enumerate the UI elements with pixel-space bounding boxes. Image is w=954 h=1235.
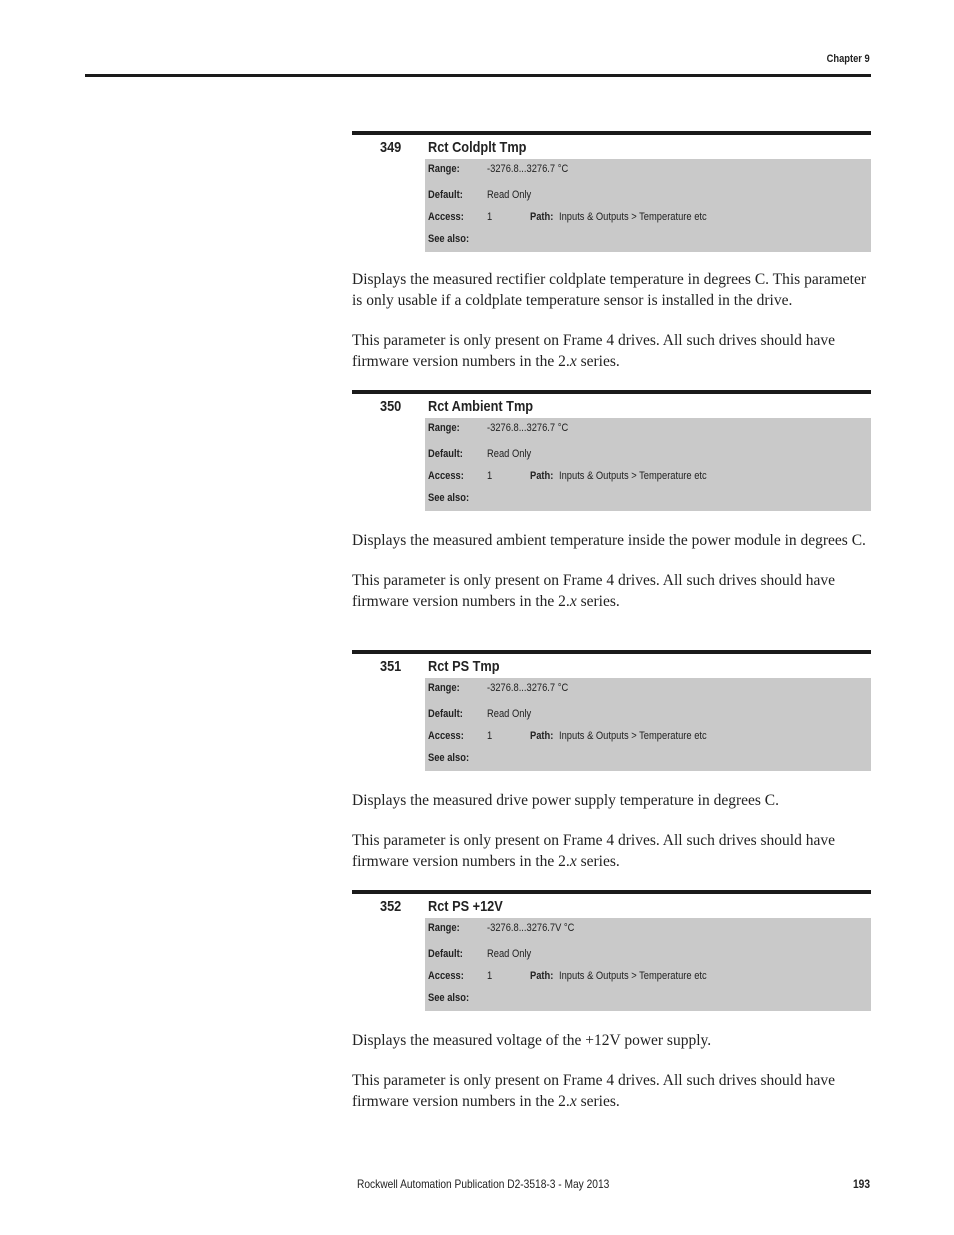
- description-paragraph: Displays the measured drive power supply temperature in degrees C.: [352, 792, 779, 809]
- description-paragraph: Displays the measured voltage of the +12V power supply.: [352, 1032, 712, 1049]
- see-also-label: See also:: [428, 752, 470, 764]
- range-label: Range:: [428, 682, 460, 694]
- range-value: -3276.8...3276.7 °C: [487, 682, 569, 694]
- path-value: Inputs & Outputs > Temperature etc: [559, 730, 707, 742]
- param-heading: [352, 894, 871, 918]
- frame-note-paragraph: This parameter is only present on Frame 4 drives. All such drives should have firmware version numbers in the 2.x series.: [352, 572, 835, 610]
- parameter-block-349: [352, 131, 871, 252]
- access-value: 1: [487, 970, 493, 982]
- param-heading: [352, 654, 871, 678]
- parameter-block-351: [352, 650, 871, 771]
- path-label: Path:: [530, 211, 554, 223]
- range-value: -3276.8...3276.7 °C: [487, 422, 569, 434]
- param-heading: [352, 394, 871, 418]
- param-description-352: [352, 1030, 877, 1112]
- path-label: Path:: [530, 470, 554, 482]
- range-label: Range:: [428, 422, 460, 434]
- path-value: Inputs & Outputs > Temperature etc: [559, 970, 707, 982]
- param-name: Rct PS +12V: [428, 898, 503, 915]
- publication-footer: Rockwell Automation Publication D2-3518-3 - May 2013: [357, 1177, 610, 1191]
- description-paragraph: Displays the measured rectifier coldplate temperature in degrees C. This parameter is only usable if a coldplate temperature sensor is installed in the drive.: [352, 271, 867, 309]
- access-label: Access:: [428, 211, 464, 223]
- param-description-349: [352, 269, 877, 372]
- range-value: -3276.8...3276.7V °C: [487, 922, 575, 934]
- param-number: 350: [380, 398, 402, 415]
- path-value: Inputs & Outputs > Temperature etc: [559, 470, 707, 482]
- param-name: Rct Coldplt Tmp: [428, 139, 527, 156]
- default-label: Default:: [428, 448, 463, 460]
- param-info-box: [425, 678, 871, 771]
- parameter-block-352: [352, 890, 871, 1011]
- param-description-350: [352, 530, 877, 612]
- parameter-block-350: [352, 390, 871, 511]
- param-number: 352: [380, 898, 402, 915]
- frame-note-paragraph: This parameter is only present on Frame 4 drives. All such drives should have firmware version numbers in the 2.x series.: [352, 832, 835, 870]
- description-paragraph: Displays the measured ambient temperature inside the power module in degrees C.: [352, 532, 866, 549]
- param-name: Rct Ambient Tmp: [428, 398, 534, 415]
- default-label: Default:: [428, 189, 463, 201]
- access-label: Access:: [428, 470, 464, 482]
- access-value: 1: [487, 470, 493, 482]
- chapter-label: Chapter 9: [826, 53, 870, 65]
- range-label: Range:: [428, 922, 460, 934]
- param-number: 349: [380, 139, 402, 156]
- default-value: Read Only: [487, 948, 532, 960]
- access-label: Access:: [428, 730, 464, 742]
- frame-note-paragraph: This parameter is only present on Frame 4 drives. All such drives should have firmware version numbers in the 2.x series.: [352, 1072, 835, 1110]
- param-info-box: [425, 918, 871, 1011]
- param-heading: [352, 135, 871, 159]
- default-value: Read Only: [487, 708, 532, 720]
- range-label: Range:: [428, 163, 460, 175]
- frame-note-paragraph: This parameter is only present on Frame 4 drives. All such drives should have firmware version numbers in the 2.x series.: [352, 332, 835, 370]
- access-value: 1: [487, 730, 493, 742]
- see-also-label: See also:: [428, 233, 470, 245]
- param-info-box: [425, 159, 871, 252]
- path-value: Inputs & Outputs > Temperature etc: [559, 211, 707, 223]
- path-label: Path:: [530, 970, 554, 982]
- path-label: Path:: [530, 730, 554, 742]
- see-also-label: See also:: [428, 992, 470, 1004]
- param-description-351: [352, 790, 877, 872]
- param-name: Rct PS Tmp: [428, 658, 500, 675]
- access-value: 1: [487, 211, 493, 223]
- see-also-label: See also:: [428, 492, 470, 504]
- page-number: 193: [852, 1177, 870, 1191]
- access-label: Access:: [428, 970, 464, 982]
- param-info-box: [425, 418, 871, 511]
- default-value: Read Only: [487, 448, 532, 460]
- default-label: Default:: [428, 948, 463, 960]
- default-label: Default:: [428, 708, 463, 720]
- header-rule: [85, 74, 871, 77]
- default-value: Read Only: [487, 189, 532, 201]
- range-value: -3276.8...3276.7 °C: [487, 163, 569, 175]
- param-number: 351: [380, 658, 402, 675]
